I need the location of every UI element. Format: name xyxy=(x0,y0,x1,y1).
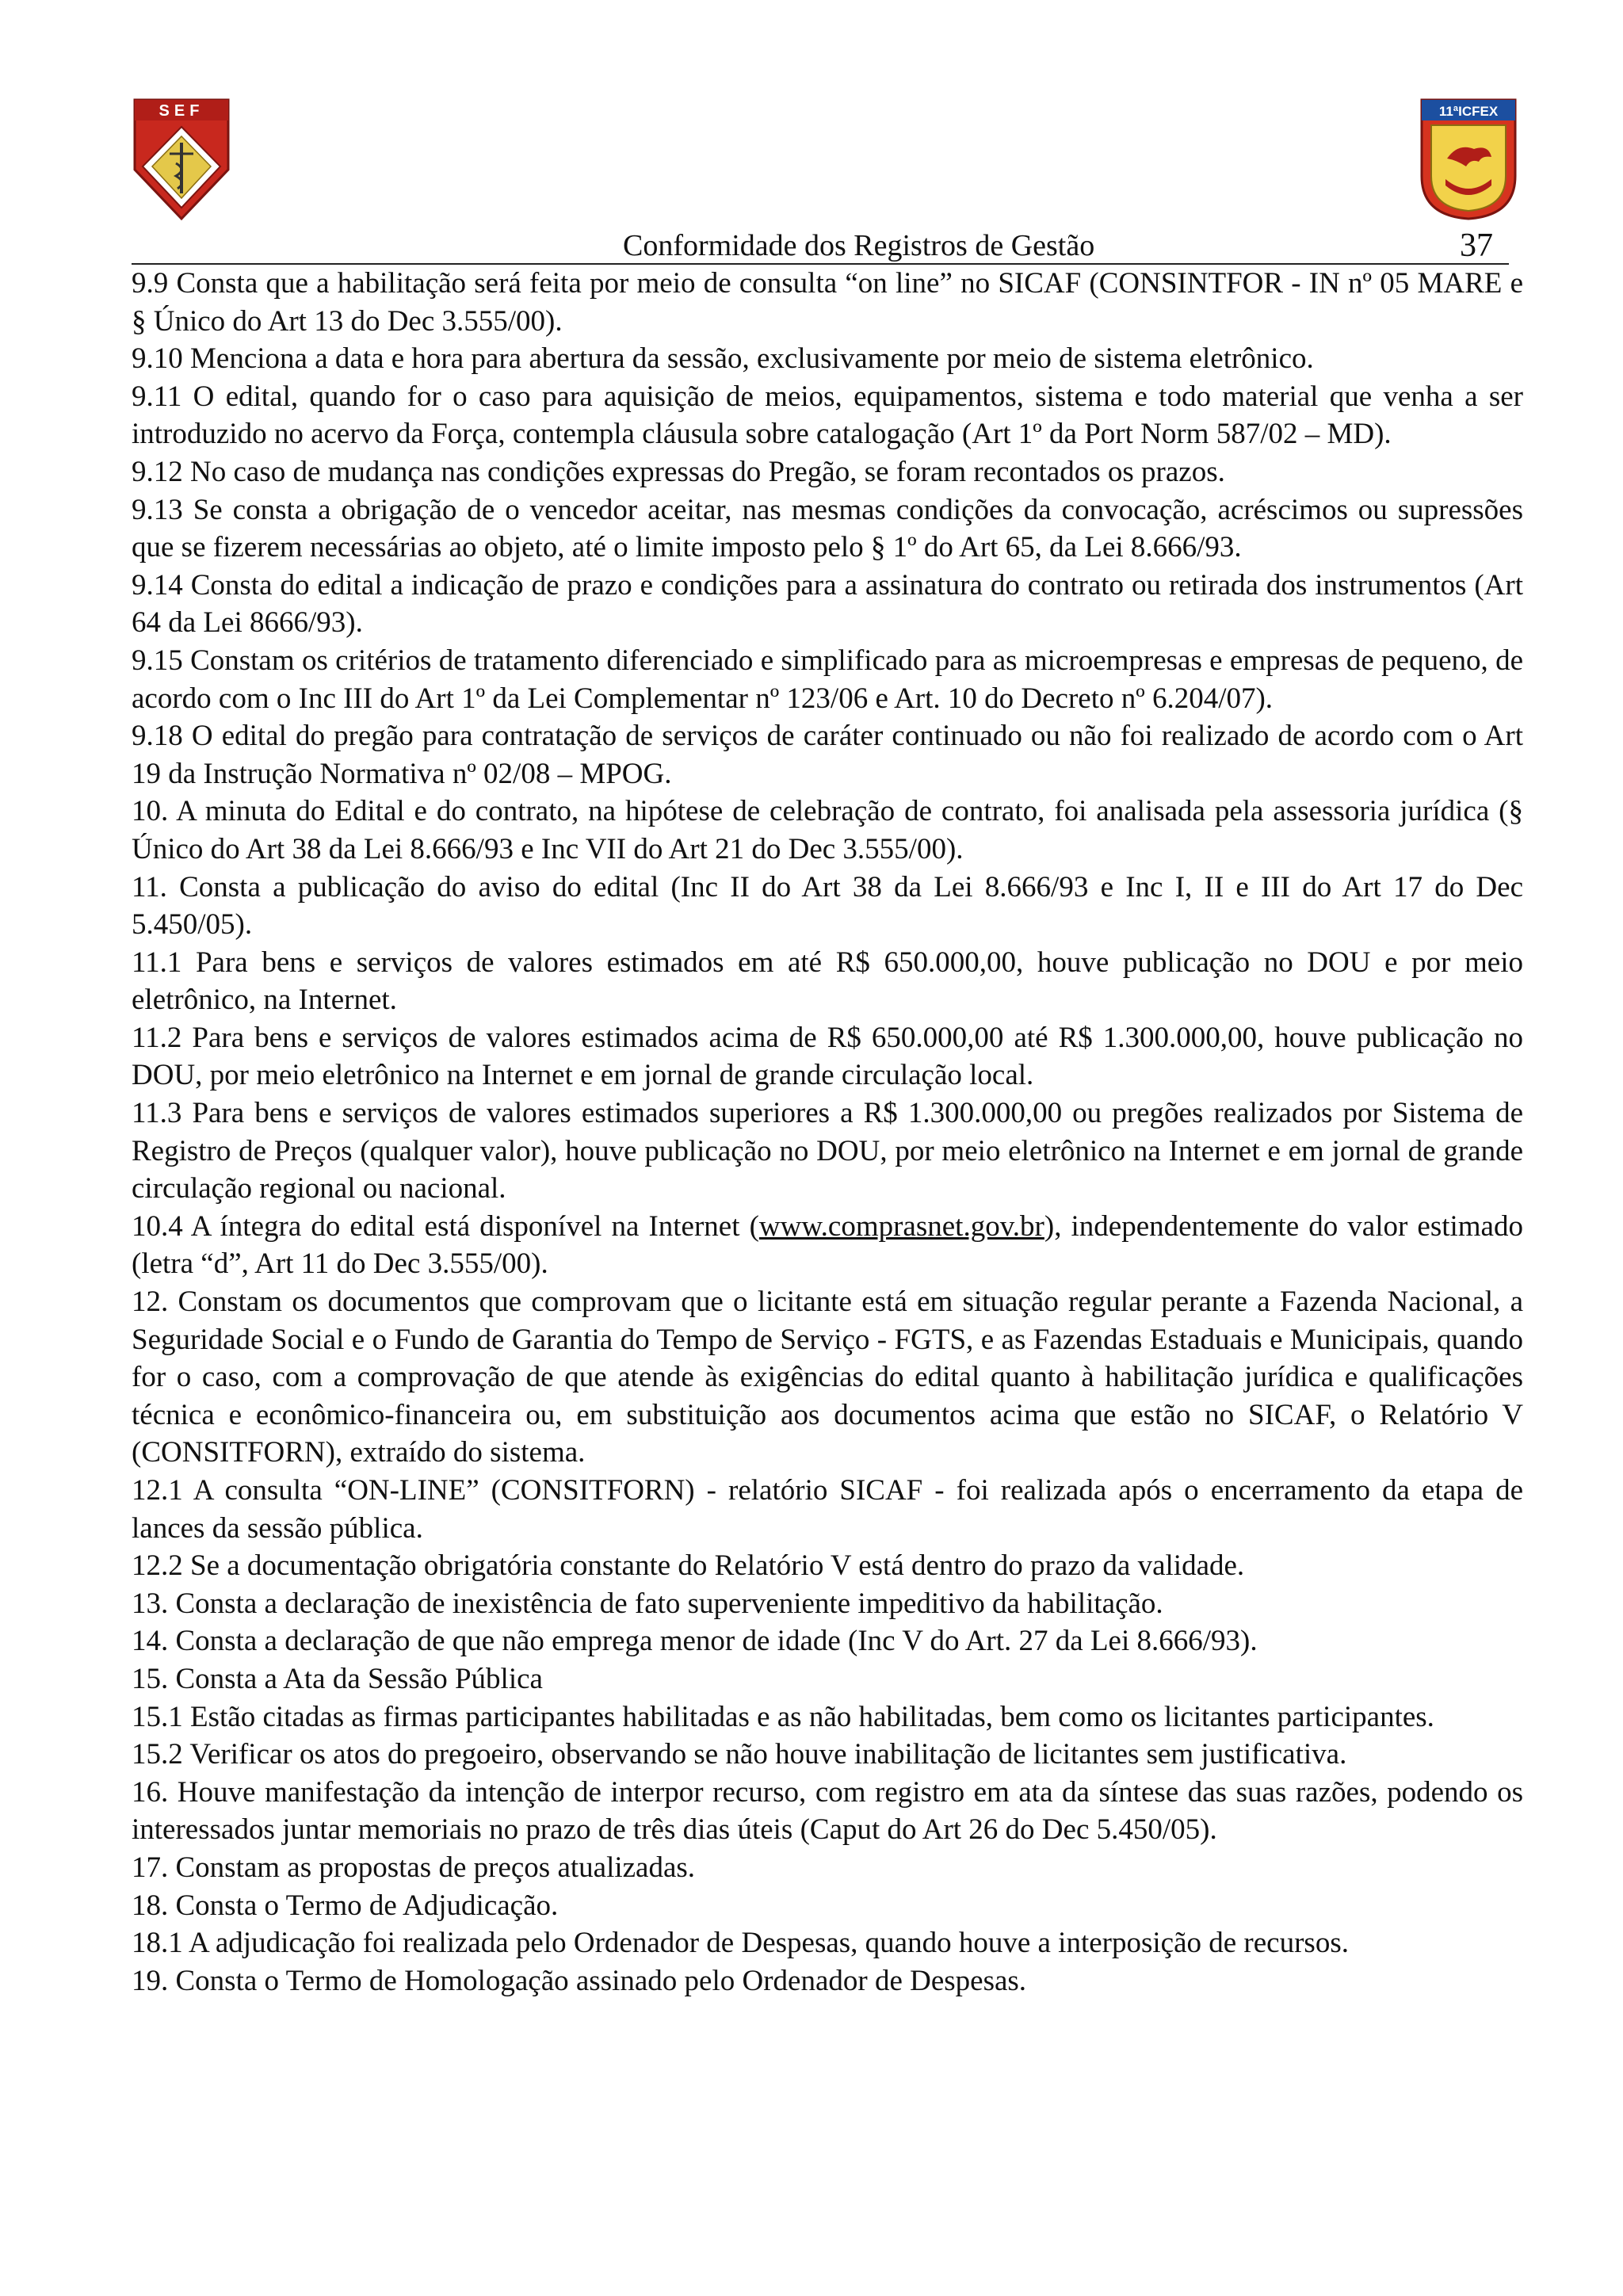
paragraph: 10. A minuta do Edital e do contrato, na hipótese de celebração de contrato, foi analisada pela assessoria jurídica (§ Único do Art 38 da Lei 8.666/93 e Inc VII do Art 21 do Dec 3.555/00). xyxy=(132,795,1523,865)
paragraph: 11.1 Para bens e serviços de valores estimados em até R$ 650.000,00, houve publicação no DOU e por meio eletrônico, na Internet. xyxy=(132,946,1523,1017)
paragraph: 9.14 Consta do edital a indicação de prazo e condições para a assinatura do contrato ou retirada dos instrumentos (Art 64 da Lei 8666/93). xyxy=(132,568,1523,640)
paragraph: 15.2 Verificar os atos do pregoeiro, observando se não houve inabilitação de licitantes sem justificativa. xyxy=(132,1738,1347,1771)
paragraph: 12.2 Se a documentação obrigatória constante do Relatório V está dentro do prazo da validade. xyxy=(132,1549,1245,1583)
paragraph-with-link xyxy=(132,1208,1523,1283)
paragraph: 15. Consta a Ata da Sessão Pública xyxy=(132,1662,543,1695)
page-header xyxy=(132,228,1509,265)
paragraph: 19. Consta o Termo de Homologação assinado pelo Ordenador de Despesas. xyxy=(132,1964,1027,1997)
paragraph: 16. Houve manifestação da intenção de interpor recurso, com registro em ata da síntese das suas razões, podendo os interessados juntar memoriais no prazo de três dias úteis (Caput do Art 26 do Dec 5.450/05). xyxy=(132,1775,1523,1847)
paragraph: 18. Consta o Termo de Adjudicação. xyxy=(132,1889,559,1922)
paragraph: 11.3 Para bens e serviços de valores estimados superiores a R$ 1.300.000,00 ou pregões realizados por Sistema de Registro de Preços (qualquer valor), houve publicação no DOU, por meio eletrônico na Internet e em jornal de grande circulação regional ou nacional. xyxy=(132,1097,1523,1205)
paragraph: 9.15 Constam os critérios de tratamento diferenciado e simplificado para as microempresas e empresas de pequeno, de acordo com o Inc III do Art 1º da Lei Complementar nº 123/06 e Art. 10 do Decreto nº 6.204/07). xyxy=(132,644,1523,715)
paragraph: 12.1 A consulta “ON-LINE” (CONSITFORN) - relatório SICAF - foi realizada após o encerramento da etapa de lances da sessão pública. xyxy=(132,1474,1523,1545)
paragraph: 9.18 O edital do pregão para contratação de serviços de caráter continuado ou não foi realizado de acordo com o Art 19 da Instrução Normativa nº 02/08 – MPOG. xyxy=(132,720,1523,790)
paragraph: 9.11 O edital, quando for o caso para aquisição de meios, equipamentos, sistema e todo material que venha a ser introduzido no acervo da Força, contempla cláusula sobre catalogação (Art 1º da Port Norm 587/02 – MD). xyxy=(132,380,1523,451)
svg-text:SEF: SEF xyxy=(158,102,204,120)
sef-emblem xyxy=(132,97,231,222)
header-title: Conformidade dos Registros de Gestão xyxy=(623,229,1095,262)
paragraph: 15.1 Estão citadas as firmas participantes habilitadas e as não habilitadas, bem como os licitantes participantes. xyxy=(132,1700,1434,1733)
paragraph: 11.2 Para bens e serviços de valores estimados acima de R$ 650.000,00 até R$ 1.300.000,00, houve publicação no DOU, por meio eletrônico na Internet e em jornal de grande circulação local. xyxy=(132,1021,1523,1092)
paragraph-text: ), independentemente do valor estimado (letra “d”, Art 11 do Dec 3.555/00). xyxy=(132,1209,1523,1281)
paragraph: 9.9 Consta que a habilitação será feita por meio de consulta “on line” no SICAF (CONSINTFOR - IN nº 05 MARE e § Único do Art 13 do Dec 3.555/00). xyxy=(132,267,1523,338)
comprasnet-link[interactable]: www.comprasnet.gov.br xyxy=(758,1209,1044,1243)
paragraph: 14. Consta a declaração de que não emprega menor de idade (Inc V do Art. 27 da Lei 8.666/93). xyxy=(132,1625,1258,1658)
page-number: 37 xyxy=(1460,227,1493,264)
paragraph: 9.13 Se consta a obrigação de o vencedor aceitar, nas mesmas condições da convocação, acréscimos ou supressões que se fizerem necessárias ao objeto, até o limite imposto pelo § 1º do Art 65, da Lei 8.666/93. xyxy=(132,493,1523,564)
paragraph-text: 10.4 A íntegra do edital está disponível na Internet ( xyxy=(132,1209,759,1243)
paragraph: 11. Consta a publicação do aviso do edital (Inc II do Art 38 da Lei 8.666/93 e Inc I, II e III do Art 17 do Dec 5.450/05). xyxy=(132,870,1523,942)
paragraph: 17. Constam as propostas de preços atualizadas. xyxy=(132,1851,696,1884)
paragraph: 18.1 A adjudicação foi realizada pelo Ordenador de Despesas, quando houve a interposição de recursos. xyxy=(132,1927,1349,1960)
paragraph: 13. Consta a declaração de inexistência de fato superveniente impeditivo da habilitação. xyxy=(132,1587,1163,1620)
paragraph: 12. Constam os documentos que comprovam que o licitante está em situação regular perante a Fazenda Nacional, a Seguridade Social e o Fundo de Garantia do Tempo de Serviço - FGTS, e as Fazendas Estaduais e Municipais, quando for o caso, com a comprovação de que atende às exigências do edital quanto à habilitação jurídica e qualificações técnica e econômico-financeira ou, em substituição aos documentos acima que estão no SICAF, o Relatório V (CONSITFORN), extraído do sistema. xyxy=(132,1286,1523,1469)
document-body xyxy=(132,265,1523,2000)
icfex-emblem xyxy=(1419,97,1518,222)
svg-text:11ªICFEX: 11ªICFEX xyxy=(1438,104,1499,119)
paragraph: 9.12 No caso de mudança nas condições expressas do Pregão, se foram recontados os prazos. xyxy=(132,455,1225,488)
paragraph: 9.10 Menciona a data e hora para abertura da sessão, exclusivamente por meio de sistema eletrônico. xyxy=(132,342,1314,376)
